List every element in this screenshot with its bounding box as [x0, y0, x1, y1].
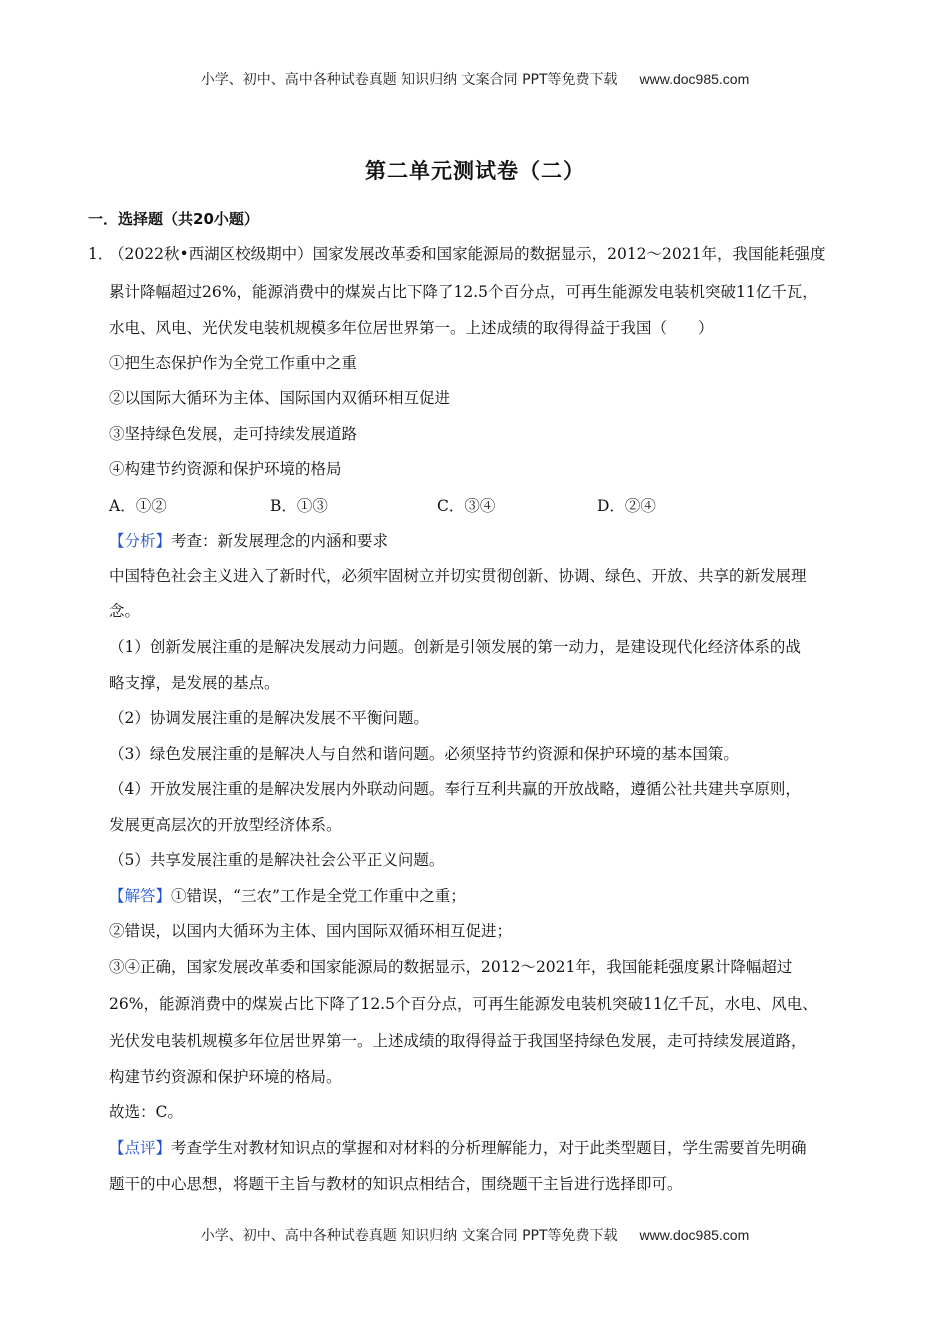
answer-line-4: 光伏发电装机规模多年位居世界第一。上述成绩的取得得益于我国坚持绿色发展，走可持续发展道路， [109, 1032, 807, 1050]
analysis-tag: 【分析】 [109, 532, 172, 550]
analysis-line-9: （5）共享发展注重的是解决社会公平正义问题。 [109, 851, 445, 869]
analysis-line-2: 念。 [109, 602, 141, 620]
answer-line-3: 26%，能源消费中的煤炭占比下降了12.5个百分点，可再生能源发电装机突破11亿千瓦，水电、风电、 [109, 995, 818, 1013]
analysis-line-3: （1）创新发展注重的是解决发展动力问题。创新是引领发展的第一动力，是建设现代化经济体系的战 [109, 638, 801, 656]
option-c[interactable]: C．③④ [437, 497, 496, 515]
footer-site-link[interactable]: www.doc985.com [639, 1227, 750, 1243]
question-number: 1． [88, 245, 114, 263]
header-site-link[interactable]: www.doc985.com [639, 71, 750, 87]
option-b[interactable]: B．①③ [270, 497, 328, 515]
analysis-first-text: 考查：新发展理念的内涵和要求 [171, 532, 389, 550]
answer-choice: 故选：C。 [109, 1103, 183, 1121]
answer-first-line [109, 886, 466, 906]
question-line-2: 累计降幅超过26%，能源消费中的煤炭占比下降了12.5个百分点，可再生能源发电装机突破11亿千瓦， [109, 283, 818, 301]
statement-2: ②以国际大循环为主体、国际国内双循环相互促进 [109, 389, 451, 407]
statement-4: ④构建节约资源和保护环境的格局 [109, 460, 342, 478]
footer-text: 小学、初中、高中各种试卷真题 知识归纳 文案合同 PPT等免费下载 [200, 1228, 618, 1244]
question-line-1: （2022秋•西湖区校级期中）国家发展改革委和国家能源局的数据显示，2012～2021年，我国能耗强度 [109, 245, 826, 263]
page-footer [0, 1225, 950, 1245]
comment-line-1: 题干的中心思想，将题干主旨与教材的知识点相结合，围绕题干主旨进行选择即可。 [109, 1175, 683, 1193]
header-text: 小学、初中、高中各种试卷真题 知识归纳 文案合同 PPT等免费下载 [200, 72, 618, 88]
statement-3: ③坚持绿色发展，走可持续发展道路 [109, 425, 358, 443]
analysis-line-1: 中国特色社会主义进入了新时代，必须牢固树立并切实贯彻创新、协调、绿色、开放、共享的新发展理 [109, 567, 807, 585]
option-d[interactable]: D．②④ [597, 497, 656, 515]
analysis-line-7: （4）开放发展注重的是解决发展内外联动问题。奉行互利共赢的开放战略，遵循公社共建共享原则， [109, 780, 801, 798]
answer-line-1: ②错误，以国内大循环为主体、国内国际双循环相互促进； [109, 922, 513, 940]
analysis-line-4: 略支撑，是发展的基点。 [109, 674, 280, 692]
analysis-first-line [109, 531, 388, 551]
analysis-line-5: （2）协调发展注重的是解决发展不平衡问题。 [109, 709, 429, 727]
analysis-line-6: （3）绿色发展注重的是解决人与自然和谐问题。必须坚持节约资源和保护环境的基本国策。 [109, 745, 739, 763]
answer-tag: 【解答】 [109, 887, 172, 905]
answer-first-text: ①错误，“三农”工作是全党工作重中之重； [171, 887, 466, 905]
answer-line-5: 构建节约资源和保护环境的格局。 [109, 1068, 342, 1086]
comment-first-line [109, 1138, 807, 1158]
section-heading: 一．选择题（共20小题） [88, 210, 259, 228]
comment-tag: 【点评】 [109, 1139, 172, 1157]
question-line-3: 水电、风电、光伏发电装机规模多年位居世界第一。上述成绩的取得得益于我国（ ） [109, 319, 714, 337]
comment-first-text: 考查学生对教材知识点的掌握和对材料的分析理解能力，对于此类型题目，学生需要首先明确 [171, 1139, 807, 1157]
page-header [0, 69, 950, 89]
page-title: 第二单元测试卷（二） [365, 159, 585, 183]
statement-1: ①把生态保护作为全党工作重中之重 [109, 354, 358, 372]
analysis-line-8: 发展更高层次的开放型经济体系。 [109, 816, 342, 834]
answer-line-2: ③④正确，国家发展改革委和国家能源局的数据显示，2012～2021年，我国能耗强度累计降幅超过 [109, 958, 793, 976]
option-a[interactable]: A．①② [109, 497, 167, 515]
